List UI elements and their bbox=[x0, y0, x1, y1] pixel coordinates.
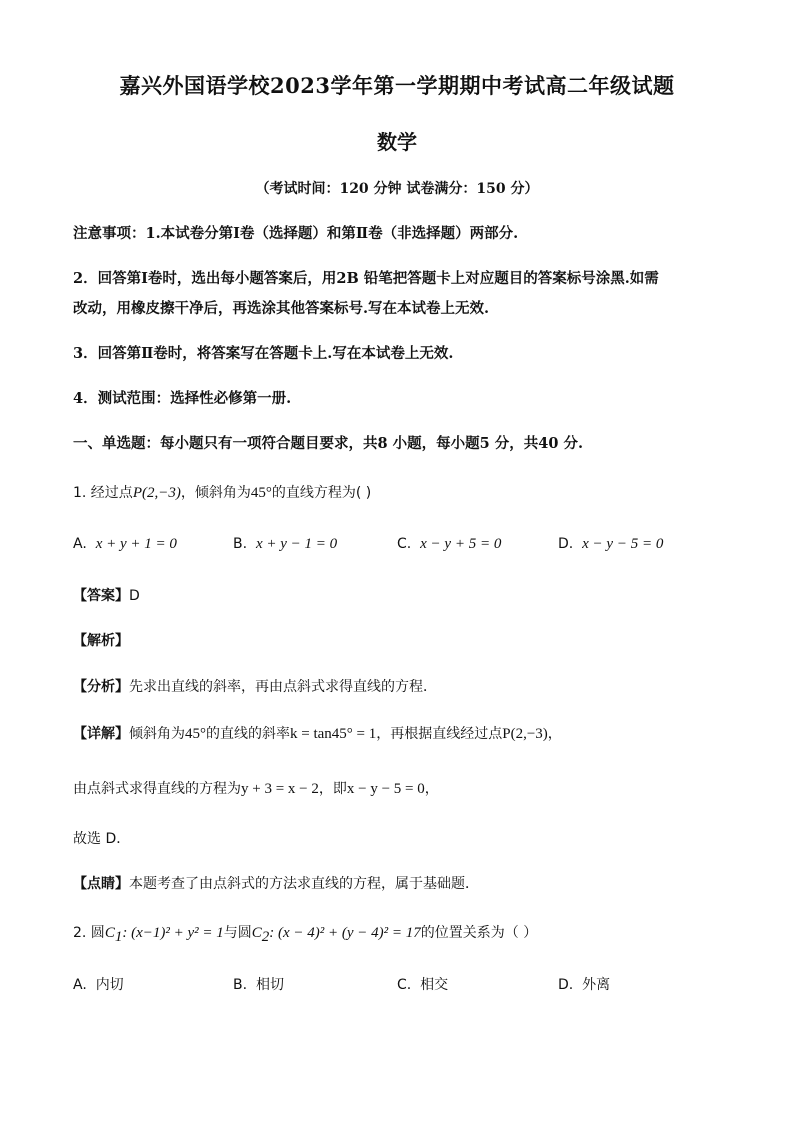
q1-suffix: 的直线方程为( ) bbox=[271, 485, 372, 501]
q1-analysis-tag: 【解析】 bbox=[73, 633, 129, 649]
dianjing-tag: 【点睛】 bbox=[73, 876, 129, 892]
q1-xiangjie-line-1: 【详解】倾斜角为45°的直线的斜率k = tan45° = 1，再根据直线经过点P(2,−3)， bbox=[73, 726, 562, 742]
note-3: 3．回答第Ⅱ卷时，将答案写在答题卡上.写在本试卷上无效. bbox=[73, 345, 454, 362]
q2-option-b: B. 相切 bbox=[233, 977, 284, 993]
q1-option-a: A. x + y + 1 = 0 bbox=[73, 536, 177, 552]
q1-xiangjie-line-2: 由点斜式求得直线的方程为y + 3 = x − 2，即x − y − 5 = 0， bbox=[73, 781, 439, 797]
note-4: 4．测试范围：选择性必修第一册. bbox=[73, 390, 292, 407]
section-1-heading: 一、单选题：每小题只有一项符合题目要求，共8 小题，每小题5 分，共40 分. bbox=[73, 435, 584, 452]
q1-answer bbox=[73, 585, 140, 605]
q1-choose: 故选 D． bbox=[73, 831, 131, 847]
q1-option-c: C. x − y + 5 = 0 bbox=[397, 536, 502, 552]
q1-point: P(2,−3) bbox=[132, 485, 181, 501]
q2-option-c: C. 相交 bbox=[397, 977, 449, 993]
question-1-stem bbox=[73, 482, 371, 502]
answer-value: D bbox=[129, 588, 140, 604]
question-2-stem: 2. 圆$C_1$: (x−1)² + y² = 1与圆$C_2$: (x − 4)² + (y − 4)² = 17的位置关系为（ ） bbox=[73, 925, 538, 945]
subject-title: 数学 bbox=[377, 130, 417, 154]
note-2-line-1: 2．回答第Ⅰ卷时，选出每小题答案后，用2B 铅笔把答题卡上对应题目的答案标号涂黑.如需 bbox=[73, 270, 659, 287]
fenxi-tag: 【分析】 bbox=[73, 679, 129, 695]
q2-option-d: D. 外离 bbox=[558, 977, 611, 993]
xiangjie-tag: 【详解】 bbox=[73, 726, 129, 742]
q1-mid: ，倾斜角为 bbox=[180, 485, 251, 501]
q1-prefix: 1. 经过点 bbox=[73, 485, 133, 501]
q1-fenxi: 【分析】先求出直线的斜率，再由点斜式求得直线的方程． bbox=[73, 679, 437, 695]
q1-option-b: B. x + y − 1 = 0 bbox=[233, 536, 338, 552]
answer-tag: 【答案】 bbox=[73, 588, 129, 604]
note-1: 注意事项：1.本试卷分第Ⅰ卷（选择题）和第Ⅱ卷（非选择题）两部分. bbox=[73, 225, 519, 242]
exam-title: 嘉兴外国语学校2023学年第一学期期中考试高二年级试题 bbox=[119, 73, 675, 98]
q1-option-d: D. x − y − 5 = 0 bbox=[558, 536, 664, 552]
exam-info: （考试时间：120 分钟 试卷满分：150 分） bbox=[255, 181, 539, 197]
q1-dianjing: 【点睛】本题考查了由点斜式的方法求直线的方程，属于基础题． bbox=[73, 876, 479, 892]
q1-angle: 45° bbox=[250, 485, 272, 501]
q2-option-a: A. 内切 bbox=[73, 977, 124, 993]
note-2-line-2: 改动，用橡皮擦干净后，再选涂其他答案标号.写在本试卷上无效. bbox=[73, 300, 490, 317]
